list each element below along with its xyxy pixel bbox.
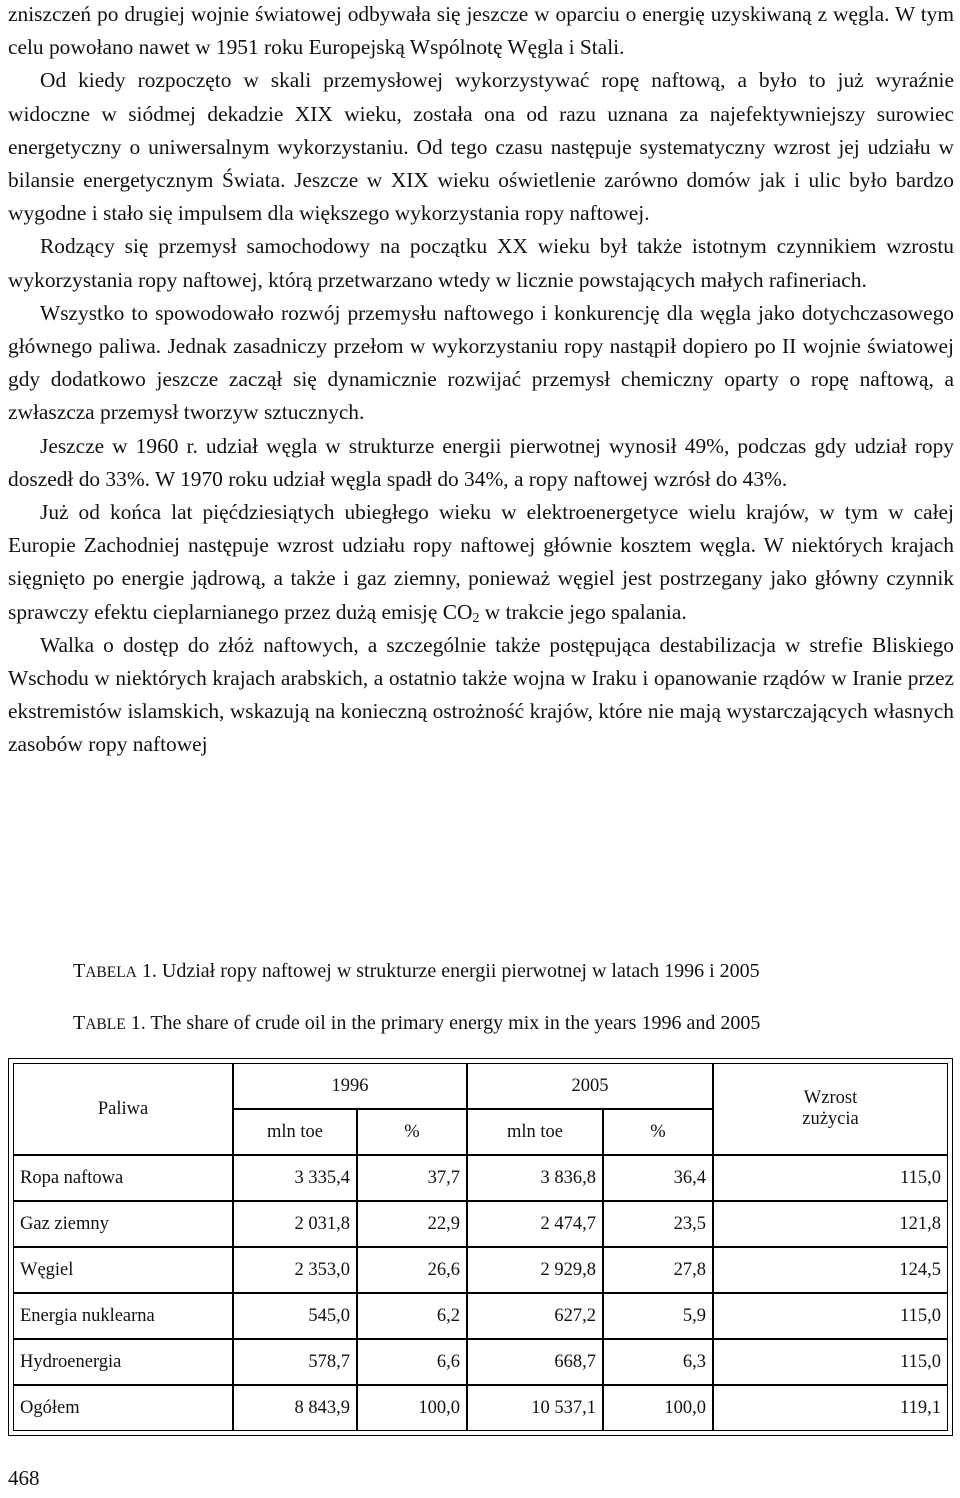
table-cell: 578,7 [233,1339,357,1385]
header-cell: 2005 [467,1063,713,1109]
paragraph-text: w trakcie jego spalania. [479,599,687,624]
table-cell: 100,0 [603,1385,713,1431]
table-cell: 124,5 [713,1247,948,1293]
table-cell: 27,8 [603,1247,713,1293]
page-number: 468 [8,1466,40,1490]
table-cell: 2 474,7 [467,1201,603,1247]
caption-text: 1. The share of crude oil in the primary energy mix in the years 1996 and 2005 [125,1012,761,1034]
paragraph: Rodzący się przemysł samochodowy na początku XX wieku był także istotnym czynnikiem wzrostu wykorzystania ropy naftowej, którą przetwarzano wtedy w licznie powstających małych rafineriach. [8,234,954,292]
header-cell: Paliwa [13,1063,233,1155]
energy-table [8,1058,953,1436]
paragraph: Walka o dostęp do złóż naftowych, a szczególnie także postępująca destabilizacja w strefie Bliskiego Wschodu w niektórych krajach arabskich, a ostatnio także wojna w Iraku i opanowanie rządów w Iranie przez ekstremistów islamskich, wskazują na konieczną ostrożność krajów, które nie mają wystarczających własnych zasobów ropy naftowej [8,632,954,757]
table-cell: 668,7 [467,1339,603,1385]
table-cell: 8 843,9 [233,1385,357,1431]
body-text [8,0,954,762]
paragraph: Od kiedy rozpoczęto w skali przemysłowej wykorzystywać ropę naftową, a było to już wyraźnie widoczne w siódmej dekadzie XIX wieku, została ona od razu uznana za najefektywniejszy surowiec energetyczny o uniwersalnym wykorzystaniu. Od tego czasu następuje systematyczny wzrost jej udziału w bilansie energetycznym Świata. Jeszcze w XIX wieku oświetlenie zarówno domów jak i ulic było bardzo wygodne i stało się impulsem dla większego wykorzystania ropy naftowej. [8,68,954,226]
table-cell: Energia nuklearna [13,1293,233,1339]
table-captions [73,955,953,1059]
caption-label: T [73,1012,86,1034]
table-cell: 26,6 [357,1247,467,1293]
table-cell: 36,4 [603,1155,713,1201]
table-cell: 10 537,1 [467,1385,603,1431]
header-cell: % [603,1109,713,1155]
table-cell: 6,3 [603,1339,713,1385]
header-row [13,1063,948,1109]
paragraph: zniszczeń po drugiej wojnie światowej odbywała się jeszcze w oparciu o energię uzyskiwaną z węgla. W tym celu powołano nawet w 1951 roku Europejską Wspólnotę Węgla i Stali. [8,2,954,60]
table-cell: 2 929,8 [467,1247,603,1293]
table-cell: Hydroenergia [13,1339,233,1385]
table-row [13,1247,948,1293]
caption-label: ABELA [85,964,137,981]
table-row [13,1293,948,1339]
table-cell: 100,0 [357,1385,467,1431]
table-caption-pl [73,955,953,1007]
caption-text: 1. Udział ropy naftowej w strukturze energii pierwotnej w latach 1996 i 2005 [136,960,760,982]
table-cell: 6,2 [357,1293,467,1339]
table-cell: 545,0 [233,1293,357,1339]
paragraph: Wszystko to spowodowało rozwój przemysłu naftowego i konkurencję dla węgla jako dotychczasowego głównego paliwa. Jednak zasadniczy przełom w wykorzystaniu ropy nastąpił dopiero po II wojnie światowej gdy dodatkowo jeszcze zaczął się dynamicznie rozwijać przemysł chemiczny oparty o ropę naftową, a zwłaszcza przemysł tworzyw sztucznych. [8,300,954,425]
table-cell: 37,7 [357,1155,467,1201]
paragraph: Jeszcze w 1960 r. udział węgla w strukturze energii pierwotnej wynosił 49%, podczas gdy udział ropy doszedł do 33%. W 1970 roku udział węgla spadł do 34%, a ropy naftowej wzrósł do 43%. [8,433,954,491]
table-row-total [13,1385,948,1431]
table-cell: 2 031,8 [233,1201,357,1247]
header-cell: 1996 [233,1063,467,1109]
table-cell: 115,0 [713,1339,948,1385]
header-text: zużycia [802,1109,859,1129]
table-cell: 119,1 [713,1385,948,1431]
caption-label: ABLE [85,1016,126,1033]
table-row [13,1339,948,1385]
table-cell: 22,9 [357,1201,467,1247]
subscript: 2 [472,610,480,626]
table-cell: 2 353,0 [233,1247,357,1293]
header-cell: mln toe [233,1109,357,1155]
table-cell: 115,0 [713,1293,948,1339]
table-cell: Gaz ziemny [13,1201,233,1247]
table-cell: 6,6 [357,1339,467,1385]
table-cell: 3 335,4 [233,1155,357,1201]
table-cell: 5,9 [603,1293,713,1339]
paragraph [8,496,954,629]
paragraph-text: Już od końca lat pięćdziesiątych ubiegłego wieku w elektroenergetyce wielu krajów, w tym w całej Europie Zachodniej następuje wzrost udziału ropy naftowej głównie kosztem węgla. W niektórych krajach sięgnięto po energie jądrową, a także i gaz ziemny, ponieważ węgiel jest postrzegany jako główny czynnik sprawczy efektu cieplarnianego przez dużą emisję CO [8,500,954,624]
table-cell: 3 836,8 [467,1155,603,1201]
table-row [13,1155,948,1201]
table-cell: 23,5 [603,1201,713,1247]
table-cell: Ropa naftowa [13,1155,233,1201]
table-cell: Ogółem [13,1385,233,1431]
header-cell: % [357,1109,467,1155]
table-cell: Węgiel [13,1247,233,1293]
caption-label: T [73,960,86,982]
table-cell: 627,2 [467,1293,603,1339]
table-row [13,1201,948,1247]
header-cell: mln toe [467,1109,603,1155]
table-caption-en [73,1007,953,1059]
header-cell [713,1063,948,1155]
header-text: Wzrost [803,1088,858,1108]
table-cell: 115,0 [713,1155,948,1201]
table-cell: 121,8 [713,1201,948,1247]
